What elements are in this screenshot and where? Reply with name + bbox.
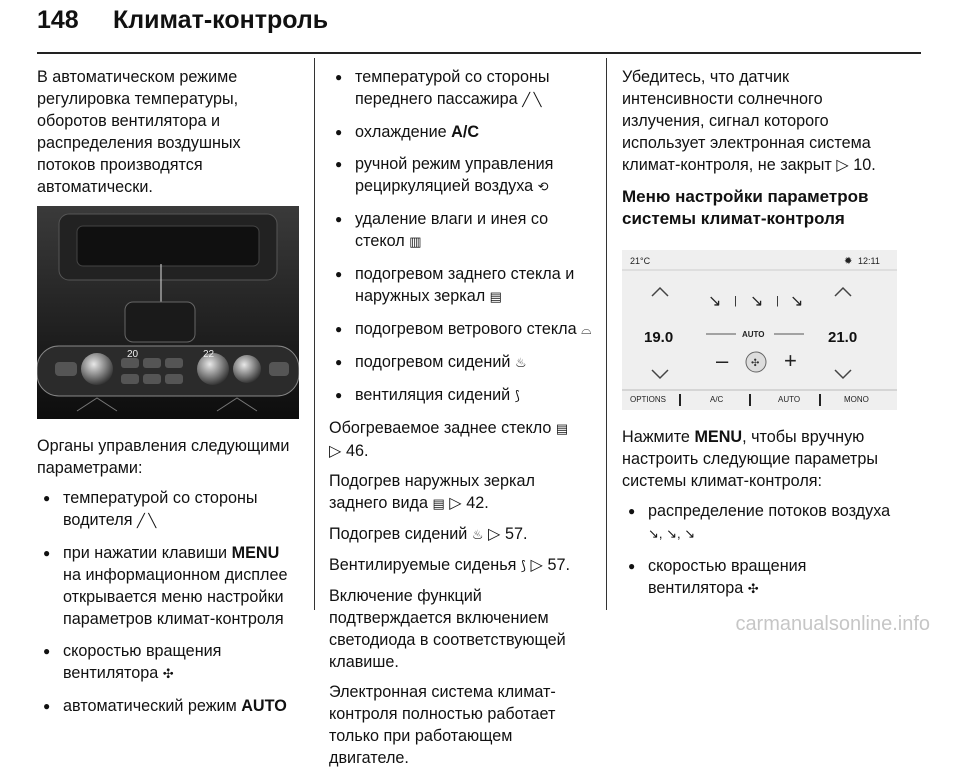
controls-list-continued: [329, 66, 594, 407]
climate-menu-screen: [622, 250, 897, 410]
page-ref-icon: ▷: [449, 494, 462, 512]
list-item: ● температурой со стороны водителя ╱ ╲: [37, 487, 299, 532]
list-item: ● скоростью вращения вентилятора ✣: [37, 640, 299, 685]
recirculation-icon: ⟲: [537, 179, 549, 194]
seat-vent-icon: ⟆: [514, 388, 520, 403]
menu-auto[interactable]: AUTO: [778, 395, 801, 404]
seat-heat-icon: ♨: [514, 355, 527, 370]
airflow-icon: ↘: [750, 293, 764, 310]
fan-icon: ✣: [747, 581, 759, 596]
page-ref-icon: ▷: [836, 156, 849, 174]
fan-plus-button[interactable]: +: [784, 348, 797, 373]
defrost-icon: ▥: [409, 234, 422, 249]
paragraph: Обогреваемое заднее стекло ▤ ▷ 46.: [329, 419, 569, 460]
paragraph: Включение функций подтверждается включением светодиода в соответствующей клавише.: [329, 587, 566, 671]
temperature-arrows-icon: ╱ ╲: [522, 92, 542, 107]
controls-paragraph: Органы управления следующими параметрами:: [37, 437, 290, 477]
rear-window-heat-icon: ▤: [432, 496, 445, 511]
page-ref-icon: ▷: [530, 556, 543, 574]
paragraph: Подогрев наружных зеркал заднего вида ▤ ▷ 42.: [329, 470, 594, 515]
airflow-icon: ↘: [708, 293, 722, 310]
clock-time: 12:11: [858, 256, 880, 266]
paragraph: Подогрев сидений ♨ ▷ 57.: [329, 523, 594, 546]
list-item: ● распределение потоков воздуха ↘, ↘, ↘: [622, 500, 897, 545]
menu-settings-list: [622, 500, 897, 600]
left-temp: 19.0: [644, 329, 674, 346]
outside-temp: 21°C: [630, 256, 651, 266]
airflow-icons: ↘, ↘, ↘: [648, 526, 696, 541]
section-heading: Меню настройки параметров системы климат-контроля: [622, 187, 869, 228]
page-title: Климат-контроль: [113, 6, 329, 34]
column-2: [329, 66, 594, 777]
list-item: ● подогревом сидений ♨: [329, 351, 594, 374]
page-header: [37, 0, 921, 52]
paragraph: Нажмите MENU, чтобы вручную настроить следующие параметры системы климат-контроля:: [622, 428, 878, 490]
climate-panel-photo: [37, 206, 299, 419]
rear-window-heat-icon: ▤: [555, 421, 569, 436]
list-item: ● подогревом ветрового стекла ⌓: [329, 318, 594, 341]
right-temp: 21.0: [828, 329, 858, 346]
list-item: ● охлаждение A/C: [329, 121, 594, 143]
header-rule: [37, 52, 921, 54]
list-item: ● ручной режим управления рециркуляцией воздуха ⟲: [329, 153, 594, 198]
list-item: ● вентиляция сидений ⟆: [329, 384, 594, 407]
fan-icon: ✣: [751, 358, 760, 369]
list-item: ● автоматический режим AUTO: [37, 695, 299, 717]
list-item: ● температурой со стороны переднего пассажира ╱ ╲: [329, 66, 594, 111]
menu-ac[interactable]: A/C: [710, 395, 724, 404]
page-ref-icon: ▷: [329, 442, 342, 460]
watermark: carmanualsonline.info: [735, 613, 930, 635]
fan-minus-button[interactable]: –: [716, 348, 729, 373]
photo-temp-right: 22: [203, 349, 215, 360]
paragraph: Вентилируемые сиденья ⟆ ▷ 57.: [329, 554, 594, 577]
list-item: ● при нажатии клавиши MENU на информационном дисплее открывается меню настройки параметров климат-контроля: [37, 542, 299, 630]
column-divider: [606, 58, 607, 610]
column-3: [622, 66, 897, 610]
rear-window-heat-icon: ▤: [489, 289, 502, 304]
list-item: ● подогревом заднего стекла и наружных зеркал ▤: [329, 263, 594, 308]
temperature-arrows-icon: ╱ ╲: [136, 513, 157, 528]
column-1: [37, 66, 299, 727]
airflow-icon: ↘: [790, 293, 804, 310]
menu-options[interactable]: OPTIONS: [630, 395, 667, 404]
page-ref-icon: ▷: [488, 525, 501, 543]
seat-heat-icon: ♨: [471, 527, 484, 542]
page-number: 148: [37, 6, 79, 34]
menu-mono[interactable]: MONO: [844, 395, 869, 404]
fan-icon: ✣: [162, 666, 174, 681]
list-item: ● скоростью вращения вентилятора ✣: [622, 555, 897, 600]
svg-text:|: |: [734, 295, 737, 307]
photo-temp-left: 20: [127, 349, 139, 360]
paragraph: Убедитесь, что датчик интенсивности солнечного излучения, сигнал которого использует электронная система климат-контроля, не закрыт ▷ 10.: [622, 68, 876, 174]
column-divider: [314, 58, 315, 610]
seat-vent-icon: ⟆: [520, 558, 526, 573]
list-item: ● удаление влаги и инея со стекол ▥: [329, 208, 594, 253]
auto-mode: AUTO: [742, 330, 765, 339]
gear-icon: ✹: [844, 256, 853, 267]
svg-text:|: |: [776, 295, 779, 307]
paragraph: Электронная система климат-контроля полностью работает только при работающем двигателе.: [329, 683, 556, 767]
windscreen-heat-icon: ⌓: [581, 322, 592, 337]
intro-paragraph: В автоматическом режиме регулировка температуры, оборотов вентилятора и распределения воздушных потоков производятся автоматически.: [37, 68, 241, 196]
controls-list: [37, 487, 299, 717]
